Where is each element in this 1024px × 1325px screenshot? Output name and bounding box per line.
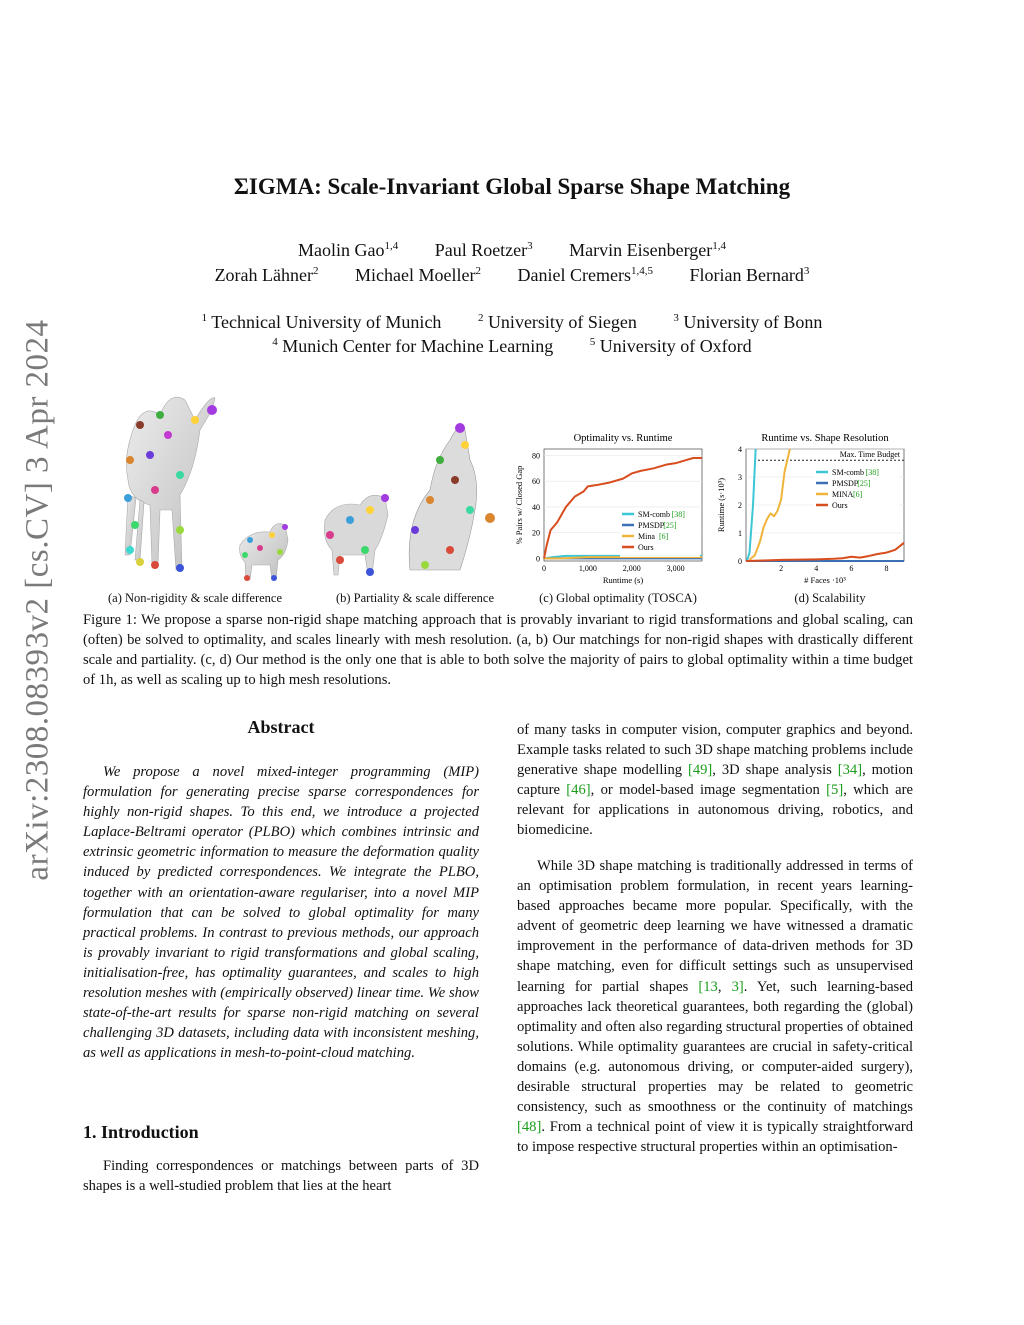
time-budget-label: Max. Time Budget bbox=[839, 450, 900, 460]
x-tick-label: 3,000 bbox=[666, 564, 685, 573]
intro-paragraph-2 bbox=[517, 856, 913, 1157]
abstract-body: We propose a novel mixed-integer programming (MIP) formulation for generating precise sparse correspondences for highly non-rigid shapes. To this end, we introduce a projected Laplace-Beltrami operator (PLBO) which combines intrinsic and extrinsic geometric information to measure the deformation quality induced by predicted correspondences. We integrate the PLBO, together with an orientation-aware regulariser, into a novel MIP formulation that can be solved to global optimality for many practical problems. In contrast to previous methods, our approach is provably invariant to rigid transformations and global scaling, initialisation-free, has optimality guarantees, and scales to high resolution meshes with (empirically observed) linear time. We show state-of-the-art results for sparse non-rigid matching on several challenging 3D datasets, including data with inconsistent meshing, as well as applications in mesh-to-point-cloud matching. bbox=[83, 764, 479, 1062]
y-tick-label: 20 bbox=[532, 528, 540, 538]
citation-link[interactable]: [34] bbox=[837, 762, 863, 779]
y-tick-label: 4 bbox=[738, 445, 742, 454]
legend-citation: [6] bbox=[659, 532, 669, 541]
x-tick-label: 2,000 bbox=[622, 564, 641, 573]
affiliation: $^4$ Munich Center for Machine Learning bbox=[272, 336, 554, 356]
y-tick-label: 1 bbox=[738, 529, 742, 538]
author: Florian Bernard$^3$ bbox=[689, 265, 810, 285]
legend-label: MINA bbox=[832, 490, 854, 499]
citation-link[interactable]: 3] bbox=[731, 978, 744, 995]
citation-link[interactable]: [49] bbox=[687, 762, 713, 779]
x-tick-label: 0 bbox=[542, 564, 546, 573]
author: Maolin Gao$^{1,4}$ bbox=[297, 240, 399, 260]
text-run: , motion capture bbox=[517, 762, 914, 799]
author: Michael Moeller$^2$ bbox=[355, 265, 481, 285]
y-tick-label: 40 bbox=[532, 502, 540, 512]
x-tick-label: 4 bbox=[814, 564, 819, 573]
author: Paul Roetzer$^3$ bbox=[434, 240, 533, 260]
figure-panel-b-shapes bbox=[310, 400, 510, 590]
y-tick-label: 2 bbox=[738, 501, 742, 510]
citation-link[interactable]: [46] bbox=[566, 782, 591, 799]
text-run: of many tasks in computer vision, computer graphics and beyond. Example tasks related to such 3D shape matching problems include generative shape modelling bbox=[517, 722, 913, 779]
x-axis-label: Runtime (s) bbox=[602, 575, 644, 585]
figure-panel-a-shapes bbox=[100, 380, 300, 590]
affiliations-row-1 bbox=[0, 312, 1024, 333]
panel-caption-c: (c) Global optimality (TOSCA) bbox=[539, 591, 697, 605]
legend-label: SM-comb bbox=[832, 468, 864, 477]
author-row-2 bbox=[0, 265, 1024, 286]
author: Marvin Eisenberger$^{1,4}$ bbox=[569, 240, 727, 260]
text-run: , bbox=[717, 978, 732, 995]
arxiv-id: arXiv:2308.08393v2 [cs.CV] 3 Apr 2024 bbox=[19, 319, 56, 881]
x-tick-label: 6 bbox=[849, 564, 854, 573]
citation-link[interactable]: [48] bbox=[517, 1119, 542, 1136]
affiliation: $^1$ Technical University of Munich bbox=[201, 312, 442, 332]
text-run: , or model-based image segmentation bbox=[590, 782, 827, 799]
author: Daniel Cremers$^{1,4,5}$ bbox=[517, 265, 653, 285]
chart-title: Optimality vs. Runtime bbox=[573, 433, 673, 444]
affiliation: $^2$ University of Siegen bbox=[477, 312, 637, 332]
text-run: . From a technical point of view it is typically straightforward to impose respective structural properties within an optimisation- bbox=[517, 1119, 913, 1156]
citation-link[interactable]: [5] bbox=[826, 782, 844, 799]
y-axis-label: Runtime (s·10³) bbox=[716, 477, 726, 533]
affiliation: $^3$ University of Bonn bbox=[673, 312, 823, 332]
author: Zorah Lähner$^2$ bbox=[214, 265, 319, 285]
legend-citation: [38] bbox=[671, 510, 685, 519]
chart-runtime-vs-resolution bbox=[714, 425, 909, 590]
legend-label: PMSDP bbox=[832, 479, 859, 488]
x-tick-label: 2 bbox=[779, 564, 784, 573]
y-tick-label: 60 bbox=[532, 477, 540, 487]
panel-caption-a: (a) Non-rigidity & scale difference bbox=[108, 591, 282, 605]
author-row-1 bbox=[0, 240, 1024, 261]
paper-title: ΣIGMA: Scale-Invariant Global Sparse Shape Matching bbox=[233, 174, 791, 199]
abstract-heading: Abstract bbox=[247, 717, 315, 737]
legend-label: Ours bbox=[638, 543, 654, 552]
text-run: While 3D shape matching is traditionally addressed in terms of an optimisation problem formulation, in recent years learning-based approaches became more popular. Specifically, with the advent of geometric deep learning we have witnessed a dramatic improvement in the performance of data-driven methods for 3D shape matching, even for difficult settings such as unsupervised learning for partial shapes bbox=[517, 858, 913, 995]
text-run: , 3D shape analysis bbox=[712, 762, 838, 779]
legend-label: Ours bbox=[832, 501, 848, 510]
panel-caption-d: (d) Scalability bbox=[794, 591, 866, 605]
affiliation: $^5$ University of Oxford bbox=[589, 336, 752, 356]
legend-label: Mina bbox=[638, 532, 655, 541]
text-run: , which are relevant for applications in autonomous driving, robotics, and biomedicine. bbox=[517, 782, 913, 839]
legend-label: PMSDP bbox=[638, 521, 665, 530]
y-tick-label: 80 bbox=[532, 451, 540, 461]
panel-caption-b: (b) Partiality & scale difference bbox=[335, 591, 495, 605]
x-tick-label: 8 bbox=[884, 564, 889, 573]
x-axis-label: # Faces ·10³ bbox=[804, 575, 846, 585]
affiliations-row-2 bbox=[0, 336, 1024, 357]
x-tick-label: 1,000 bbox=[578, 564, 597, 573]
intro-paragraph-1-continued bbox=[517, 720, 913, 841]
legend-label: SM-comb bbox=[638, 510, 670, 519]
section-heading-introduction: 1. Introduction bbox=[83, 1122, 199, 1142]
y-tick-label: 0 bbox=[536, 554, 540, 564]
citation-link[interactable]: [13 bbox=[698, 978, 718, 995]
text-run: . Yet, such learning-based approaches lack theoretical guarantees, both regarding the (global) optimality and often also regarding structural properties of obtained solutions. While optimality guarantees are crucial in safety-critical domains (e.g. autonomous driving, or computer-aided surgery), desirable structural properties may be related to geometric consistency, such as smoothness or the continuity of matchings bbox=[517, 978, 914, 1116]
figure-caption: Figure 1: We propose a sparse non-rigid shape matching approach that is provably invariant to rigid transformations and global scaling, can (often) be solved to optimality, and scales linearly with mesh resolution. (a, b) Our matchings for non-rigid shapes with drastically different scale and partiality. (c, d) Our method is the only one that is able to both solve the majority of pairs to global optimality within a time budget of 1h, as well as scaling up to high mesh resolutions. bbox=[83, 612, 913, 688]
legend-citation: [25] bbox=[663, 521, 677, 530]
legend-citation: [25] bbox=[857, 479, 871, 488]
legend-citation: [6] bbox=[853, 490, 863, 499]
chart-title: Runtime vs. Shape Resolution bbox=[761, 433, 889, 444]
y-tick-label: 0 bbox=[738, 557, 742, 566]
intro-paragraph-1-start: Finding correspondences or matchings between parts of 3D shapes is a well-studied problem that lies at the heart bbox=[83, 1158, 479, 1195]
arxiv-stamp bbox=[8, 260, 68, 940]
y-axis-label: % Pairs w/ Closed Gap bbox=[514, 465, 524, 545]
legend-citation: [38] bbox=[865, 468, 879, 477]
y-tick-label: 3 bbox=[738, 473, 742, 482]
chart-optimality-vs-runtime bbox=[512, 425, 707, 590]
